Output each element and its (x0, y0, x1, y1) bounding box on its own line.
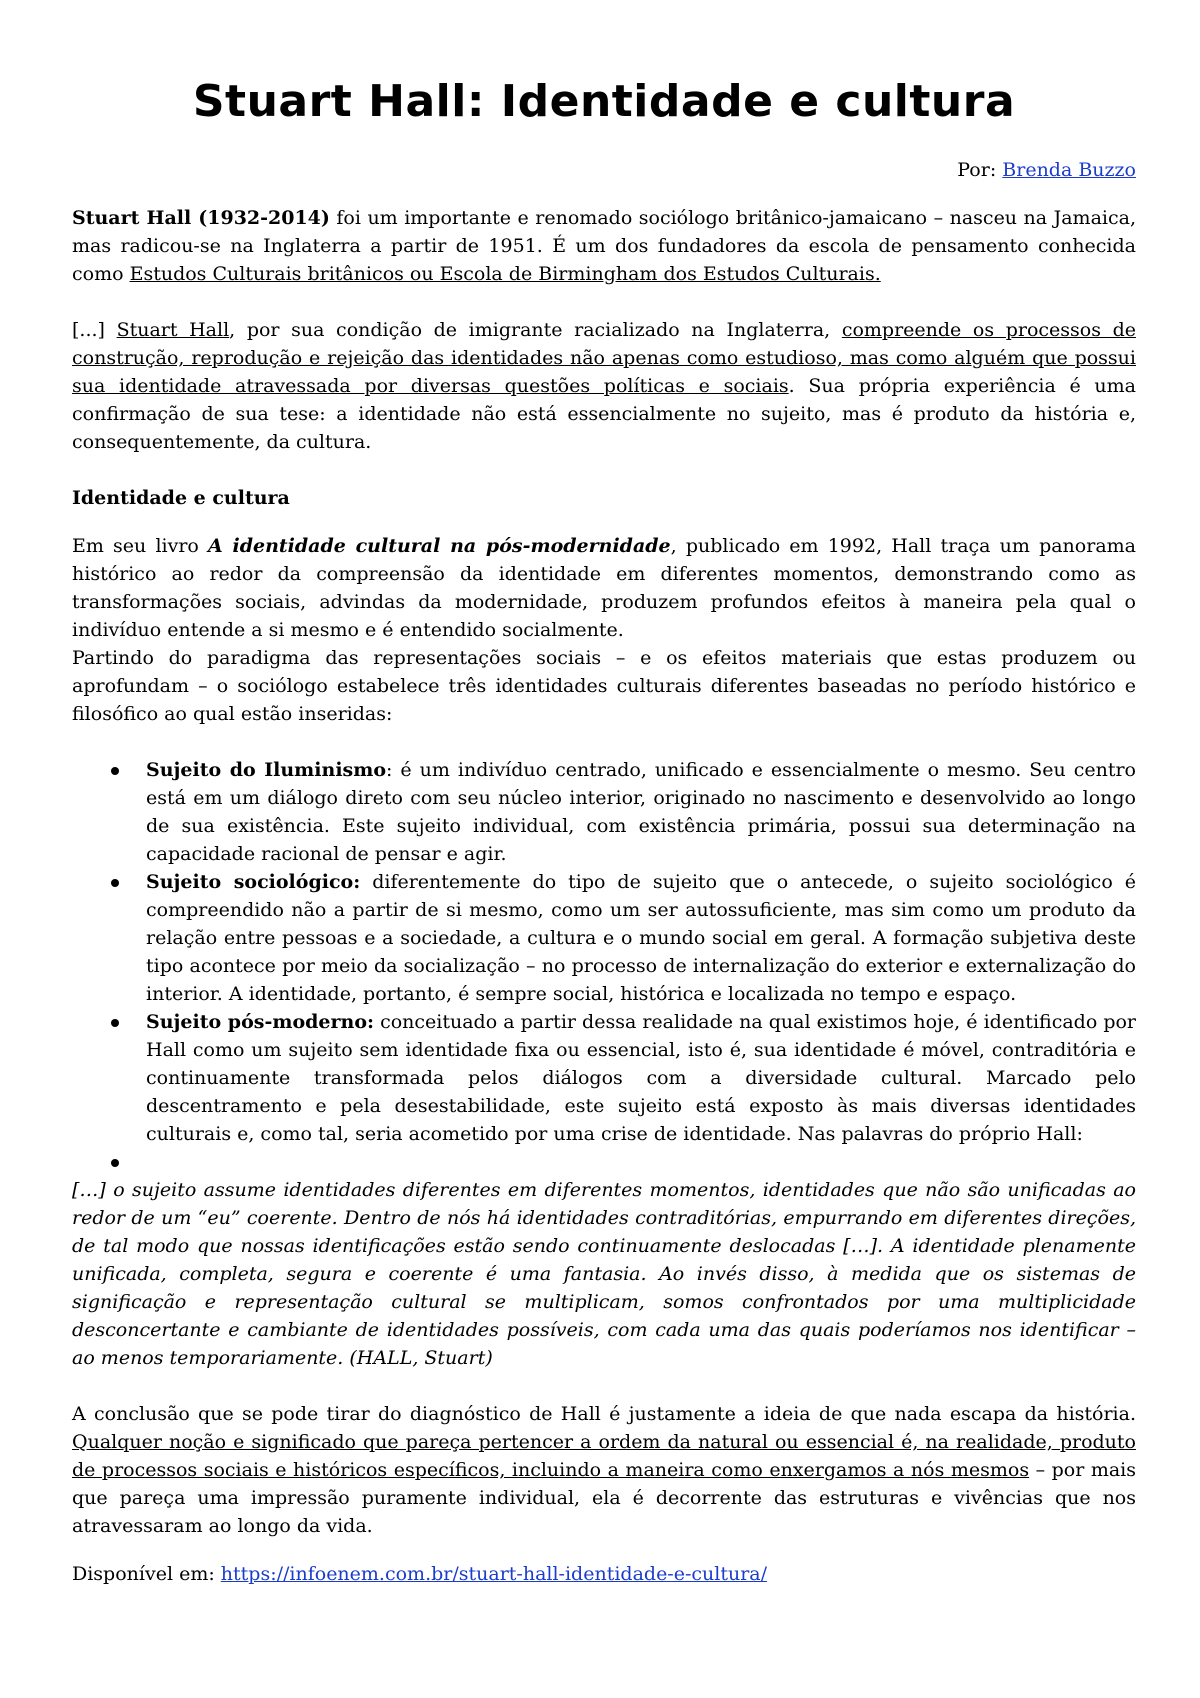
list-item (72, 1008, 1136, 1148)
section-heading: Identidade e cultura (72, 487, 290, 509)
bullet-term: Sujeito pós-moderno: (146, 1011, 375, 1033)
p2-name: Stuart Hall (116, 319, 230, 341)
bullet-term: Sujeito do Iluminismo (146, 759, 387, 781)
byline-label: Por: (957, 159, 1003, 181)
p3-text1: Em seu livro (72, 535, 209, 557)
conclusion-text2: – por mais que pareça uma impressão puramente individual, ela é decorrente das estruturas e vivências que nos atravessaram ao longo da vida. (72, 1459, 1136, 1537)
paragraph-4: Partindo do paradigma das representações sociais – e os efeitos materiais que estas produzem ou aprofundam – o sociólogo estabelece três identidades culturais diferentes baseadas no período histórico e filosófico ao qual estão inseridas: (72, 647, 1136, 725)
block-quote: […] o sujeito assume identidades diferentes em diferentes momentos, identidades que não são unificadas ao redor de um “eu” coerente. Dentro de nós há identidades contraditórias, empurrando em diferentes direções, de tal modo que nossas identificações estão sendo continuamente deslocadas […]. A identidade plenamente unificada, completa, segura e coerente é uma fantasia. Ao invés disso, à medida que os sistemas de significação e representação cultural se multiplicam, somos confrontados por uma multiplicidade desconcertante e cambiante de identidades possíveis, com cada uma das quais poderíamos nos identificar – ao menos temporariamente. (HALL, Stuart) (72, 1179, 1136, 1369)
book-title: A identidade cultural na pós-modernidade (208, 535, 671, 557)
bullet-term: Sujeito sociológico: (146, 871, 361, 893)
bullet-icon (111, 879, 119, 887)
list-item (72, 868, 1136, 1008)
bullet-text: : é um indivíduo centrado, unificado e essencialmente o mesmo. Seu centro está em um diálogo direto com seu núcleo interior, originado no nascimento e desenvolvido ao longo de sua existência. Este sujeito individual, com existência primária, possui sua determinação na capacidade racional de pensar e agir. (146, 759, 1136, 865)
list-item-empty (72, 1148, 1136, 1176)
paragraph-3 (72, 532, 1136, 644)
intro-name: Stuart Hall (1932-2014) (72, 207, 330, 229)
document-page (72, 0, 1136, 1588)
intro-text: foi um importante e renomado sociólogo britânico-jamaicano – nasceu na Jamaica, mas radicou-se na Inglaterra a partir de 1951. É um dos fundadores da escola de pensamento conhecida como (72, 207, 1136, 285)
p2-text1: , por sua condição de imigrante racializado na Inglaterra, (229, 319, 842, 341)
subjects-list (72, 756, 1136, 1176)
page-title: Stuart Hall: Identidade e cultura (192, 76, 1016, 127)
bullet-icon (111, 1019, 119, 1027)
conclusion-text1: A conclusão que se pode tirar do diagnóstico de Hall é justamente a ideia de que nada escapa da história. (72, 1403, 1136, 1425)
intro-underlined: Estudos Culturais britânicos ou Escola de Birmingham dos Estudos Culturais. (129, 263, 881, 285)
conclusion-paragraph (72, 1400, 1136, 1540)
source-label: Disponível em: (72, 1563, 221, 1585)
bullet-icon (111, 767, 119, 775)
source-line (72, 1560, 1136, 1588)
p2-underlined: compreende os processos de construção, reprodução e rejeição das identidades não apenas como estudioso, mas como alguém que possui sua identidade atravessada por diversas questões políticas e sociais (72, 319, 1136, 397)
intro-paragraph (72, 204, 1136, 288)
bullet-text: conceituado a partir dessa realidade na qual existimos hoje, é identificado por Hall como um sujeito sem identidade fixa ou essencial, isto é, sua identidade é móvel, contraditória e continuamente transformada pelos diálogos com a diversidade cultural. Marcado pelo descentramento e pela desestabilidade, este sujeito está exposto às mais diversas identidades culturais e, como tal, seria acometido por uma crise de identidade. Nas palavras do próprio Hall: (146, 1011, 1137, 1145)
bullet-text: diferentemente do tipo de sujeito que o antecede, o sujeito sociológico é compreendido não a partir de si mesmo, como um ser autossuficiente, mas sim como um produto da relação entre pessoas e a sociedade, a cultura e o mundo social em geral. A formação subjetiva deste tipo acontece por meio da socialização – no processo de internalização do exterior e externalização do interior. A identidade, portanto, é sempre social, histórica e localizada no tempo e espaço. (146, 871, 1136, 1005)
list-item (72, 756, 1136, 868)
paragraph-2 (72, 316, 1136, 456)
p3-text2: , publicado em 1992, Hall traça um panorama histórico ao redor da compreensão da identidade em diferentes momentos, demonstrando como as transformações sociais, advindas da modernidade, produzem profundos efeitos à maneira pela qual o indivíduo entende a si mesmo e é entendido socialmente. (72, 535, 1136, 641)
byline (72, 156, 1136, 184)
p2-text2: . Sua própria experiência é uma confirmação de sua tese: a identidade não está essencialmente no sujeito, mas é produto da história e, consequentemente, da cultura. (72, 375, 1136, 453)
author-link[interactable]: Brenda Buzzo (1002, 159, 1136, 181)
bullet-icon (111, 1159, 119, 1167)
conclusion-underlined: Qualquer noção e significado que pareça pertencer a ordem da natural ou essencial é, na realidade, produto de processos sociais e históricos específicos, incluindo a maneira como enxergamos a nós mesmos (72, 1431, 1136, 1481)
source-link[interactable]: https://infoenem.com.br/stuart-hall-identidade-e-cultura/ (220, 1563, 768, 1585)
p2-prefix: [...] (72, 319, 117, 341)
